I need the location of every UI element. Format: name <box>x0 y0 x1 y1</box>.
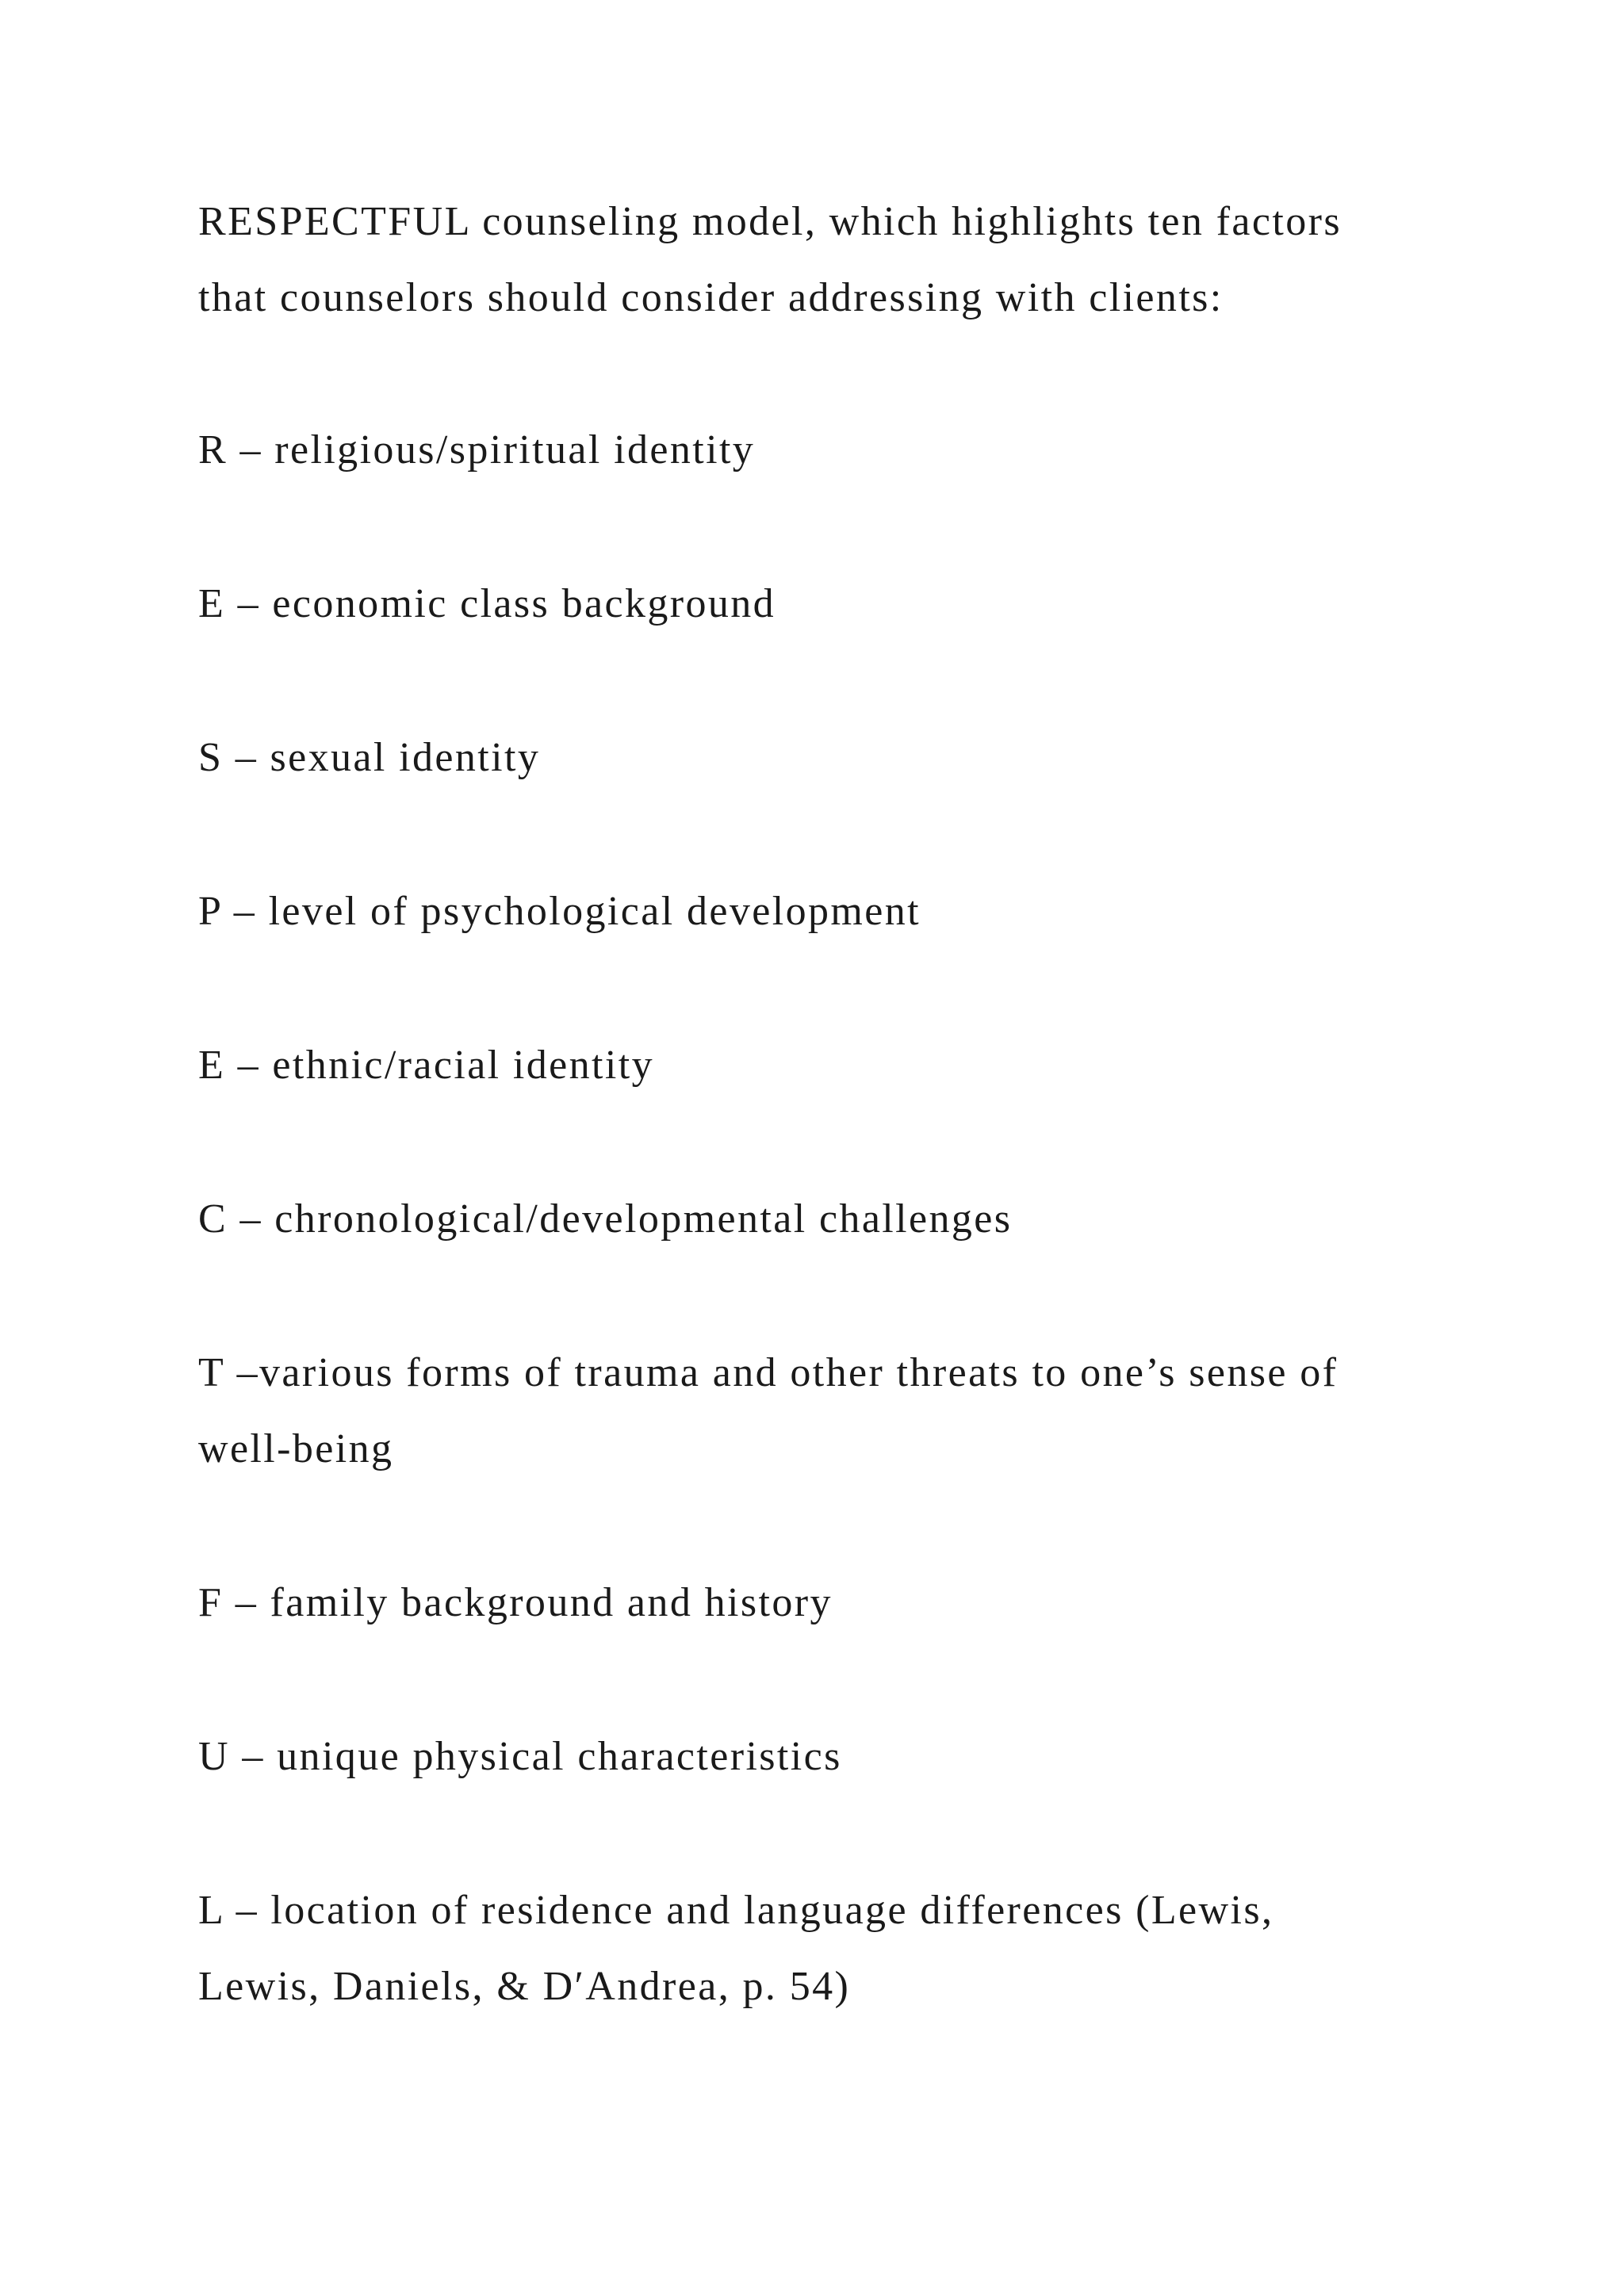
factor-ethnic <box>198 1027 1435 1104</box>
factor-line: E – economic class background <box>198 581 776 626</box>
factor-line: C – chronological/developmental challenges <box>198 1196 1013 1242</box>
factor-economic <box>198 566 1435 642</box>
factor-location <box>198 1873 1435 2025</box>
factor-psychological <box>198 874 1435 950</box>
intro-line: that counselors should consider addressing with clients: <box>198 275 1224 320</box>
factor-family <box>198 1565 1435 1641</box>
factor-religious <box>198 412 1435 488</box>
factor-unique <box>198 1719 1435 1795</box>
factor-line: L – location of residence and language differences (Lewis, <box>198 1888 1274 1933</box>
factor-chronological <box>198 1181 1435 1257</box>
factor-trauma <box>198 1335 1435 1487</box>
factor-line: T –various forms of trauma and other threats to one’s sense of <box>198 1350 1339 1395</box>
factor-line: S – sexual identity <box>198 735 541 780</box>
intro-paragraph <box>198 184 1435 336</box>
factor-line: E – ethnic/racial identity <box>198 1043 654 1088</box>
intro-line: RESPECTFUL counseling model, which highlights ten factors <box>198 199 1342 244</box>
factor-line: well-being <box>198 1426 394 1471</box>
factor-line: F – family background and history <box>198 1580 833 1625</box>
factor-line: U – unique physical characteristics <box>198 1734 842 1779</box>
factor-line: P – level of psychological development <box>198 889 921 934</box>
factor-line: R – religious/spiritual identity <box>198 427 756 473</box>
factor-sexual <box>198 720 1435 796</box>
citation-line: Lewis, Daniels, & D′Andrea, p. 54) <box>198 1964 851 2009</box>
